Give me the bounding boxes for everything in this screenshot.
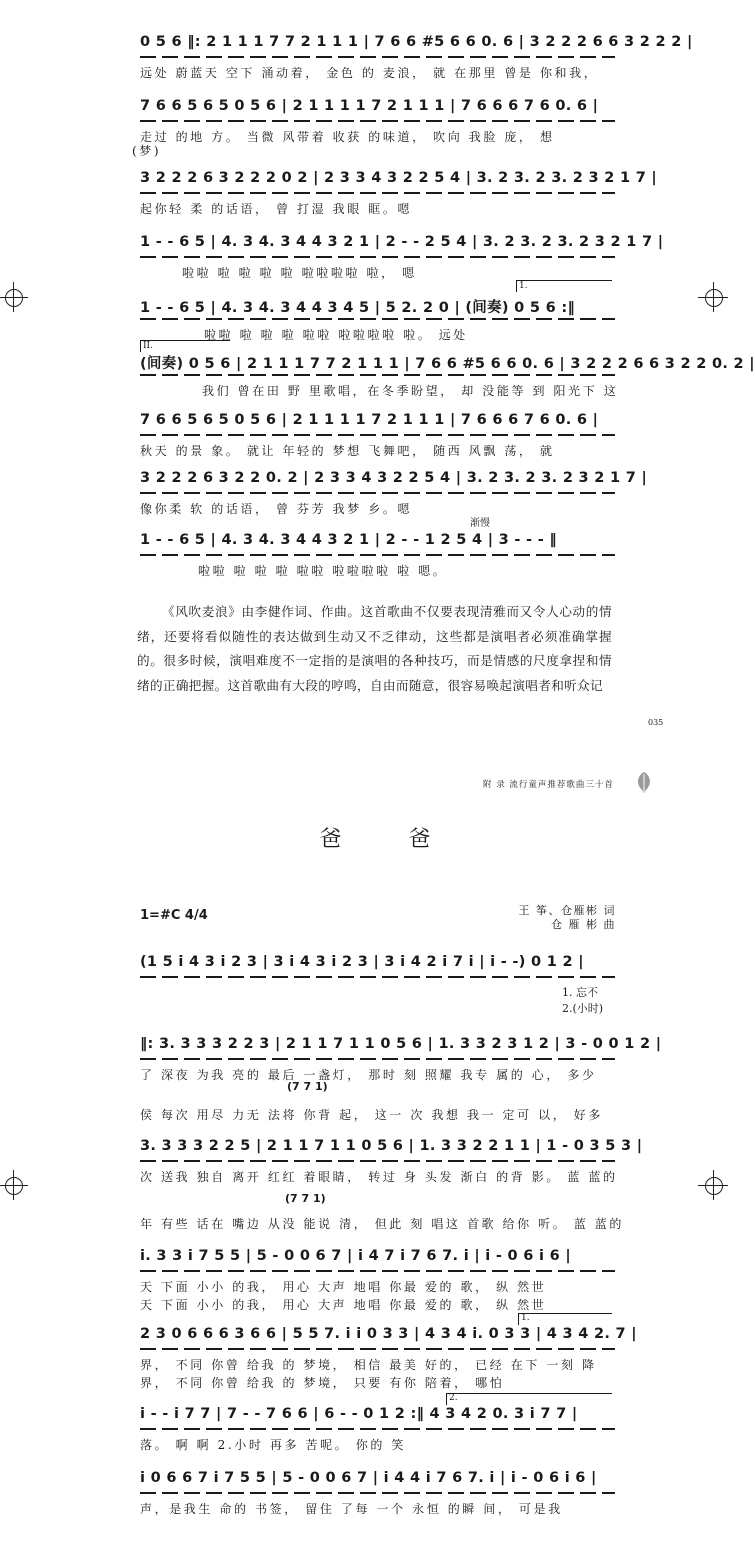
lyric-line: 啦啦 啦 啦 啦 啦啦 啦啦啦啦 啦。 远处 <box>204 328 468 342</box>
verse-pickup-2: 2.(小时) <box>562 1002 604 1015</box>
lyric-line-verse2: 界， 不同 你曾 给我 的 梦境， 只要 有你 陪着， 哪怕 <box>140 1376 505 1390</box>
leaf-ornament-icon <box>633 770 655 794</box>
lyric-alt: (梦) <box>132 144 162 158</box>
notation-line: (1 5 i 4 3 i 2 3 | 3 i 4 3 i 2 3 | 3 i 4 2 i 7 i | i - -) 0 1 2 | <box>140 954 584 970</box>
lyric-line-verse2: 天 下面 小小 的我， 用心 大声 地唱 你最 爱的 歌， 纵 然世 <box>140 1298 547 1312</box>
volta-2: II. <box>143 341 153 351</box>
notation-line: 7 6 6 5 6 5 0 5 6 | 2 1 1 1 1 7 2 1 1 1 | 7 6 6 6 7 6 0. 6 | <box>140 98 599 114</box>
lyric-line: 声，是我生 命的 书签， 留住 了每 一个 永恒 的瞬 间， 可是我 <box>140 1502 563 1516</box>
ossia-notes: (7 7 1) <box>285 1192 326 1205</box>
notation-line: 7 6 6 5 6 5 0 5 6 | 2 1 1 1 1 7 2 1 1 1 | 7 6 6 6 7 6 0. 6 | <box>140 412 599 428</box>
notation-line: 1 - - 6 5 | 4. 3 4. 3 4 4 3 2 1 | 2 - - 2 5 4 | 3. 2 3. 2 3. 2 3 2 1 7 | <box>140 234 664 250</box>
notation-line: i. 3 3 i 7 5 5 | 5 - 0 0 6 7 | i 4 7 i 7 6 7. i | i - 0 6 i 6 | <box>140 1248 571 1264</box>
lyric-line: 我们 曾在田 野 里歌唱，在冬季盼望， 却 没能等 到 阳光下 这 <box>202 384 619 398</box>
notation-line: ‖: 3. 3 3 3 2 2 3 | 2 1 1 7 1 1 0 5 6 | 1. 3 3 2 3 1 2 | 3 - 0 0 1 2 | <box>140 1036 662 1052</box>
volta-2: 2. <box>449 1393 458 1403</box>
notation-line: 0 5 6 ‖: 2 1 1 1 7 7 2 1 1 1 | 7 6 6 #5 6 6 0. 6 | 3 2 2 2 6 6 3 2 2 2 | <box>140 34 693 50</box>
lyric-line: 界， 不同 你曾 给我 的 梦境， 相信 最美 好的， 已经 在下 一刻 降 <box>140 1358 597 1372</box>
lyric-line: 天 下面 小小 的我， 用心 大声 地唱 你最 爱的 歌， 纵 然世 <box>140 1280 547 1294</box>
lyric-line: 秋天 的景 象。 就让 年轻的 梦想 飞舞吧， 随西 风飘 荡， 就 <box>140 444 555 458</box>
lyric-line: 像你柔 软 的话语， 曾 芬芳 我梦 乡。嗯 <box>140 502 413 516</box>
notation-line: 3 2 2 2 6 3 2 2 0. 2 | 2 3 3 4 3 2 2 5 4 | 3. 2 3. 2 3. 2 3 2 1 7 | <box>140 470 648 486</box>
volta-1: 1. <box>521 1313 530 1323</box>
notation-line: i 0 6 6 7 i 7 5 5 | 5 - 0 0 6 7 | i 4 4 i 7 6 7. i | i - 0 6 i 6 | <box>140 1470 597 1486</box>
lyric-line: 起你轻 柔 的话语， 曾 打湿 我眼 眶。嗯 <box>140 202 413 216</box>
verse-pickup-1: 1. 忘不 <box>562 986 598 999</box>
running-header: 附 录 流行童声推荐歌曲三十首 <box>483 780 614 790</box>
composer-credit: 仓 雁 彬 曲 <box>551 918 616 931</box>
song-credits <box>496 904 616 932</box>
lyric-line: 落。 啊 啊 2.小时 再多 苦呢。 你的 笑 <box>140 1438 406 1452</box>
ossia-notes: (7 7 1) <box>287 1080 328 1093</box>
lyric-line: 年 有些 话在 嘴边 从没 能说 清， 但此 刻 唱这 首歌 给你 听。 蓝 蓝的 <box>140 1217 625 1231</box>
notation-line: 3. 3 3 3 2 2 5 | 2 1 1 7 1 1 0 5 6 | 1. 3 3 2 2 1 1 | 1 - 0 3 5 3 | <box>140 1138 643 1154</box>
volta-1: 1. <box>519 281 528 291</box>
song-title: 爸 爸 <box>319 827 461 852</box>
notation-line: 2 3 0 6 6 6 3 6 6 | 5 5 7. i i 0 3 3 | 4 3 4 i. 0 3 3 | 4 3 4 2. 7 | <box>140 1326 637 1342</box>
lyric-line: 啦啦 啦 啦 啦 啦啦 啦啦啦啦 啦 嗯。 <box>198 564 448 578</box>
lyric-line: 侯 每次 用尽 力无 法将 你背 起， 这一 次 我想 我一 定可 以， 好多 <box>140 1108 603 1122</box>
registration-mark-right <box>698 282 728 312</box>
registration-mark-left <box>0 1170 28 1200</box>
lyric-line: 啦啦 啦 啦 啦 啦 啦啦啦啦 啦， 嗯 <box>182 266 417 280</box>
notation-line: 1 - - 6 5 | 4. 3 4. 3 4 4 3 4 5 | 5 2. 2 0 | (间奏) 0 5 6 :‖ <box>140 300 576 316</box>
tempo-mark: 渐慢 <box>470 518 490 529</box>
registration-mark-left <box>0 282 28 312</box>
notation-line: (间奏) 0 5 6 | 2 1 1 1 7 7 2 1 1 1 | 7 6 6 #5 6 6 0. 6 | 3 2 2 2 6 6 3 2 2 0. 2 | <box>140 356 755 372</box>
page-number: 035 <box>648 718 664 727</box>
lyric-line: 远处 蔚蓝天 空下 涌动着， 金色 的 麦浪， 就 在那里 曾是 你和我， <box>140 66 599 80</box>
page-upper <box>0 0 755 740</box>
notation-line: i - - i 7 7 | 7 - - 7 6 6 | 6 - - 0 1 2 :‖ 4 3 4 2 0. 3 i 7 7 | <box>140 1406 578 1422</box>
commentary-paragraph: 《风吹麦浪》由李健作词、作曲。这首歌曲不仅要表现清雅而又令人心动的情绪，还要将看似随性的表达做到生动又不乏律动，这些都是演唱者必须准确掌握的。很多时候，演唱难度不一定指的是演唱的各种技巧，而是情感的尺度拿捏和情绪的正确把握。这首歌曲有大段的哼鸣，自由而随意，很容易唤起演唱者和听众记 <box>137 604 612 693</box>
registration-mark-right <box>698 1170 728 1200</box>
notation-line: 3 2 2 2 6 3 2 2 2 0 2 | 2 3 3 4 3 2 2 5 4 | 3. 2 3. 2 3. 2 3 2 1 7 | <box>140 170 658 186</box>
lyric-line: 次 送我 独自 离开 红红 着眼睛， 转过 身 头发 渐白 的背 影。 蓝 蓝的 <box>140 1170 618 1184</box>
page-lower <box>0 740 750 1546</box>
lyric-line: 走过 的地 方。 当微 风带着 收获 的味道， 吹向 我脸 庞， 想 <box>140 130 555 144</box>
key-signature: 1=#C 4/4 <box>140 908 208 923</box>
lyricist-credit: 王 筝、仓雁彬 词 <box>518 904 616 917</box>
notation-line: 1 - - 6 5 | 4. 3 4. 3 4 4 3 2 1 | 2 - - 1 2 5 4 | 3 - - - ‖ <box>140 532 557 548</box>
lyric-line: 了 深夜 为我 亮的 最后 一盏灯， 那时 刻 照耀 我专 属的 心， 多少 <box>140 1068 597 1082</box>
